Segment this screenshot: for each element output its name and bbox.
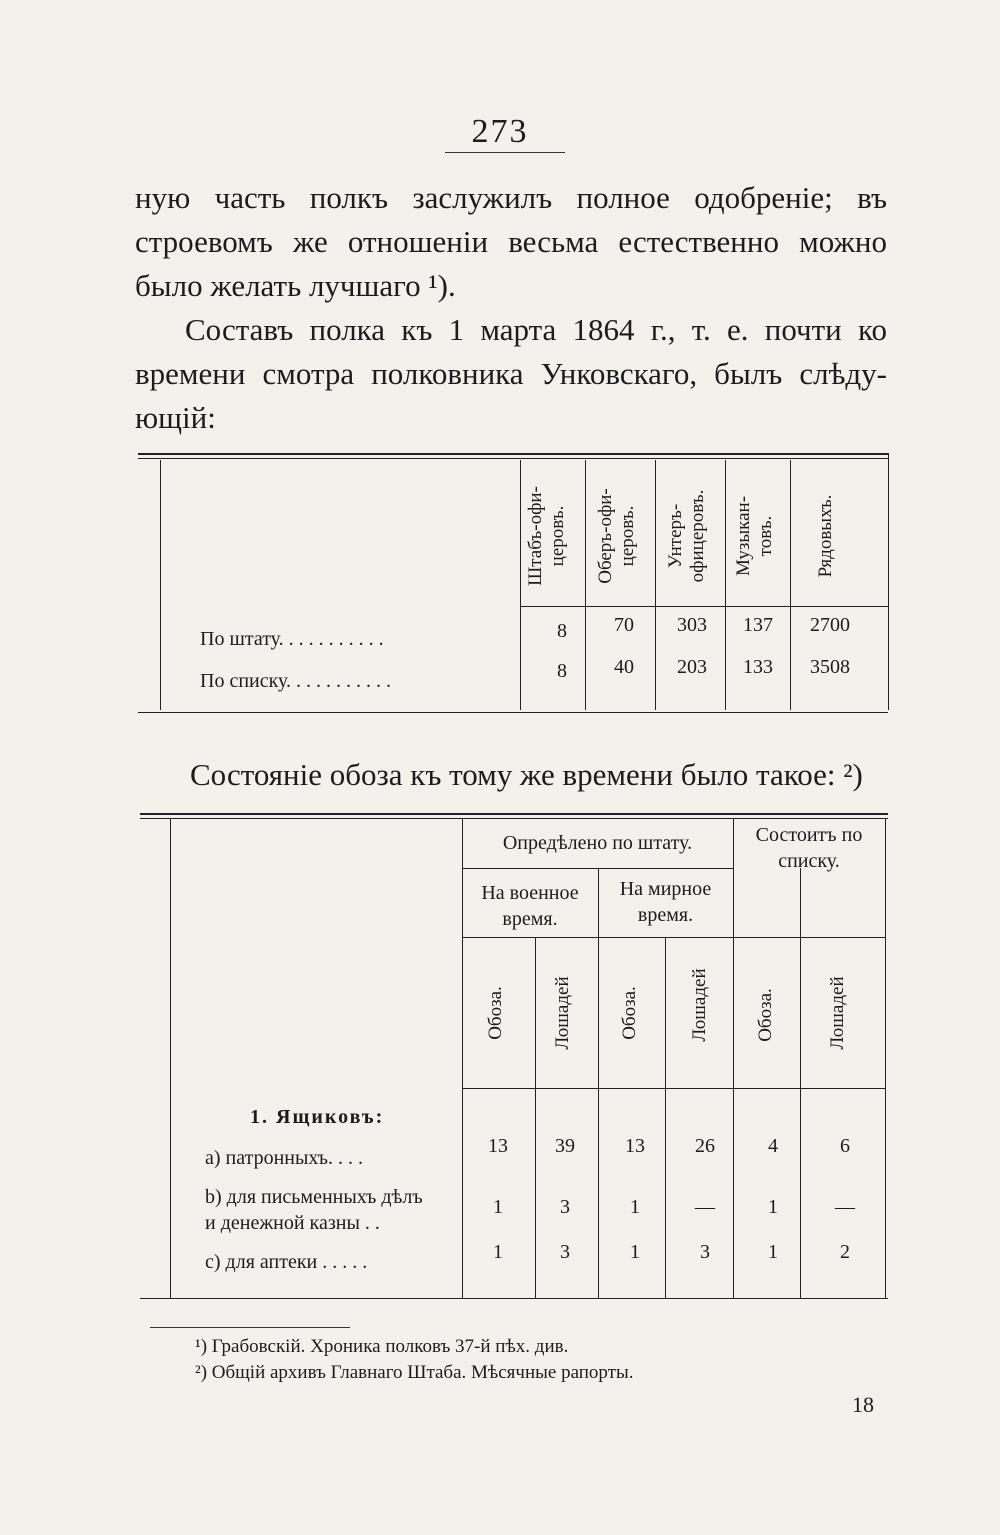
- table2-cell: 1: [630, 1196, 640, 1218]
- table2-col-rule: [665, 937, 666, 1298]
- table2-col-header: Обоза.: [485, 986, 506, 1040]
- table1-cell: 70: [614, 614, 634, 636]
- table1-top-rule: [138, 453, 888, 455]
- table1-cell: 2700: [810, 614, 850, 636]
- text-line-2: строевомъ же отношеніи весьма естественно можно: [135, 224, 887, 259]
- table2-row-label: c) для аптеки . . . . .: [205, 1251, 368, 1273]
- table2-cell: —: [835, 1196, 855, 1218]
- table1-col-rule: [655, 460, 656, 710]
- table2-col-header: Лошадей: [552, 976, 573, 1050]
- table2-section: 1. Ящиковъ:: [250, 1106, 385, 1128]
- table2-cell: 1: [630, 1241, 640, 1263]
- table1-col-rule: [520, 460, 521, 710]
- table1-right-rule: [888, 453, 889, 710]
- table2-cell: 1: [493, 1241, 503, 1263]
- table1-header-rule: [520, 606, 888, 607]
- table1-cell: 133: [743, 656, 773, 678]
- table1-header: Рядовыхъ.: [815, 494, 836, 578]
- text-line-5: времени смотра полковника Унковскаго, былъ слѣду-: [135, 356, 887, 391]
- text-line-6: ющій:: [135, 400, 216, 435]
- text-line-4: Составъ полка къ 1 марта 1864 г., т. е. почти ко: [185, 312, 887, 347]
- table2-row-label: и денежной казны . .: [205, 1212, 380, 1234]
- table2-cell: 3: [700, 1241, 710, 1263]
- table1-cell: 137: [743, 614, 773, 636]
- table2-cell: 3: [560, 1196, 570, 1218]
- table2-col-header: Лошадей: [827, 976, 848, 1050]
- table2-group-rule: [733, 818, 734, 1298]
- table1-cell: 8: [557, 660, 567, 682]
- table2-cell: 3: [560, 1241, 570, 1263]
- table2-col-header: Обоза.: [755, 988, 776, 1042]
- table2-col-header: Обоза.: [619, 986, 640, 1040]
- table1-left-rule: [160, 460, 161, 710]
- table2-cell: 2: [840, 1241, 850, 1263]
- table1-header: Штабъ-офи- церовъ.: [525, 486, 568, 586]
- footnote-2: ²) Общій архивъ Главнаго Штаба. Мѣсячные рапорты.: [195, 1362, 634, 1383]
- table1-header: Оберъ-офи- церовъ.: [595, 488, 638, 584]
- table1-top-rule-2: [138, 458, 888, 459]
- table1-row-label: По штату. . . . . . . . . . .: [200, 628, 384, 650]
- table2-cell: 1: [768, 1196, 778, 1218]
- table2-header-bottom: [462, 1088, 885, 1089]
- text-line-1: ную часть полкъ заслужилъ полное одобреніе; въ: [135, 180, 887, 215]
- page-number-rule: [445, 152, 565, 153]
- table1-bottom-rule: [138, 712, 888, 713]
- table2-cell: 1: [493, 1196, 503, 1218]
- table1-col-rule: [790, 460, 791, 710]
- table1-col-rule: [725, 460, 726, 710]
- table2-cell: 39: [555, 1135, 575, 1157]
- table2-cell: 6: [840, 1135, 850, 1157]
- table2-sub-rule: [598, 868, 599, 1298]
- table1-cell: 303: [677, 614, 707, 636]
- table2-top-rule: [140, 813, 888, 815]
- table2-left-rule: [170, 818, 171, 1298]
- table1-cell: 3508: [810, 656, 850, 678]
- table2-bottom-rule: [140, 1298, 888, 1299]
- table2-cell: 26: [695, 1135, 715, 1157]
- page-number: 273: [471, 113, 529, 150]
- table2-right-rule: [885, 818, 886, 1298]
- table2-row-label: b) для письменныхъ дѣлъ: [205, 1186, 423, 1208]
- table2-col-rule: [800, 868, 801, 1298]
- table2-cell: 1: [768, 1241, 778, 1263]
- table1-header: Унтеръ- офицеровъ.: [665, 489, 708, 583]
- table2-col-header: Лошадей: [689, 968, 710, 1042]
- table2-group-staff: Опредѣлено по штату.: [502, 832, 693, 854]
- wagon-heading: Состояніе обоза къ тому же времени было такое: ²): [190, 757, 863, 792]
- table1-cell: 203: [677, 656, 707, 678]
- footnote-1: ¹) Грабовскій. Хроника полковъ 37-й пѣх. див.: [195, 1336, 569, 1357]
- table1-header: Музыкан- товъ.: [733, 495, 776, 577]
- table1-cell: 8: [557, 620, 567, 642]
- text-line-3: было желать лучшаго ¹).: [135, 268, 456, 303]
- table2-cell: 4: [768, 1135, 778, 1157]
- table2-cell: 13: [625, 1135, 645, 1157]
- table2-sub-underline: [462, 937, 885, 938]
- table2-sub-peacetime: На мирное время.: [619, 878, 712, 926]
- sheet-number: 18: [852, 1392, 874, 1417]
- table2-group-list: Состоитъ по списку.: [755, 824, 863, 872]
- table1-cell: 40: [614, 656, 634, 678]
- table2-sub-wartime: На военное время.: [481, 882, 579, 930]
- table2-cell: 13: [488, 1135, 508, 1157]
- footnote-rule: [150, 1327, 350, 1328]
- table2-cell: —: [695, 1196, 715, 1218]
- table1-row-label: По списку. . . . . . . . . . .: [200, 670, 392, 692]
- table2-row-label: а) патронныхъ. . . .: [205, 1147, 364, 1169]
